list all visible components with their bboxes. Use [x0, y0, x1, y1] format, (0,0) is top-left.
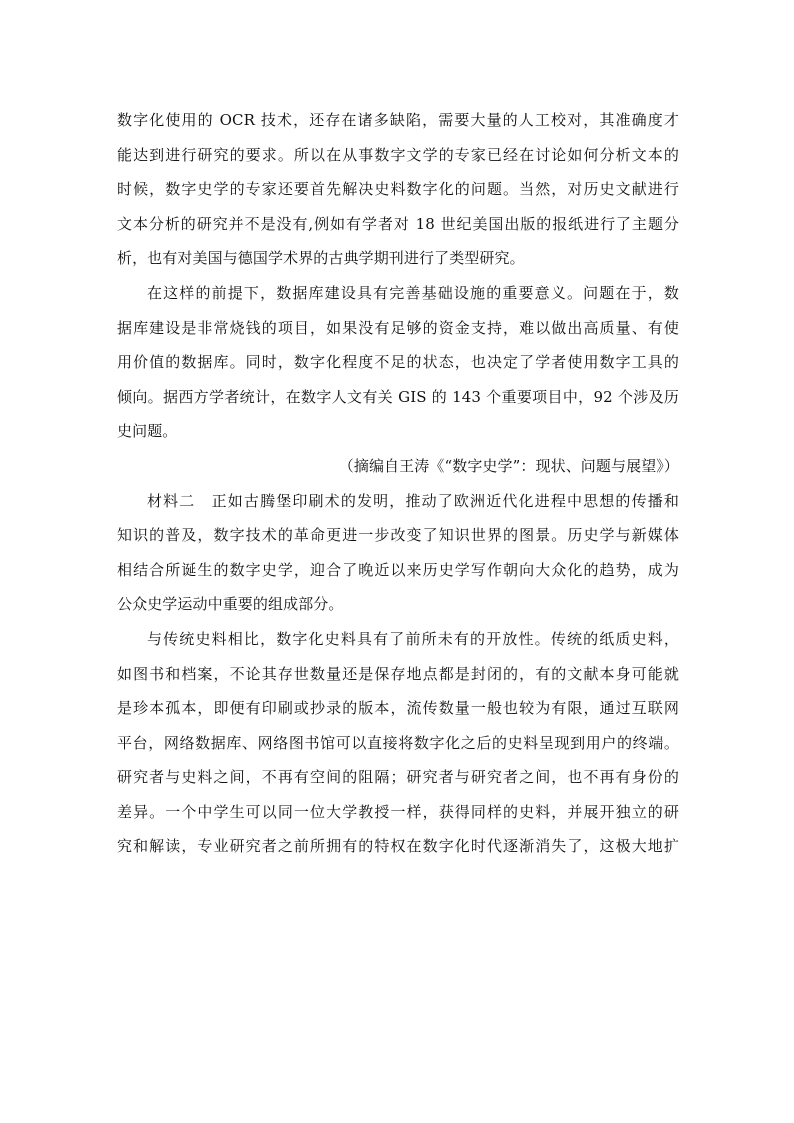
paragraph-1-line-1: 数字化使用的 OCR 技术，还存在诸多缺陷，需要大量的人工校对，其准确度才 [117, 111, 679, 129]
paragraph-4-line-7: 究和解读，专业研究者之前所拥有的特权在数字化时代逐渐消失了，这极大地扩 [117, 837, 679, 856]
paragraph-1-line-2: 能达到进行研究的要求。所以在从事数字文学的专家已经在讨论如何分析文本的 [117, 145, 679, 164]
paragraph-4-line-5: 研究者与史料之间，不再有空间的阻隔；研究者与研究者之间，也不再有身份的 [117, 768, 679, 787]
source-citation: （摘编自王涛《“数字史学”：现状、问题与展望》） [338, 456, 679, 475]
paragraph-2-line-1: 在这样的前提下，数据库建设具有完善基础设施的重要意义。问题在于，数 [147, 283, 679, 302]
document-body [117, 103, 679, 864]
paragraph-1-line-4: 文本分析的研究并不是没有,例如有学者对 18 世纪美国出版的报纸进行了主题分 [117, 214, 679, 233]
paragraph-2-line-4: 倾向。据西方学者统计，在数字人文有关 GIS 的 143 个重要项目中，92 个涉及历 [117, 387, 679, 406]
paragraph-3-line-2: 知识的普及，数字技术的革命更进一步改变了知识世界的图景。历史学与新媒体 [117, 526, 679, 545]
paragraph-4-line-4: 平台，网络数据库、网络图书馆可以直接将数字化之后的史料呈现到用户的终端。 [117, 733, 679, 752]
paragraph-2-line-3: 用价值的数据库。同时，数字化程度不足的状态，也决定了学者使用数字工具的 [117, 353, 679, 372]
paragraph-2-line-5: 史问题。 [117, 422, 178, 441]
paragraph-4-line-2: 如图书和档案，不论其存世数量还是保存地点都是封闭的，有的文献本身可能就 [117, 664, 679, 683]
paragraph-4-line-6: 差异。一个中学生可以同一位大学教授一样，获得同样的史料，并展开独立的研 [117, 802, 679, 821]
paragraph-4-line-3: 是珍本孤本，即便有印刷或抄录的版本，流传数量一般也较为有限，通过互联网 [117, 699, 679, 718]
paragraph-1-line-5: 析，也有对美国与德国学术界的古典学期刊进行了类型研究。 [117, 249, 525, 268]
paragraph-2-line-2: 据库建设是非常烧钱的项目，如果没有足够的资金支持，难以做出高质量、有使 [117, 318, 679, 337]
paragraph-1-line-3: 时候，数字史学的专家还要首先解决史料数字化的问题。当然，对历史文献进行 [117, 180, 679, 199]
paragraph-3-line-3: 相结合所诞生的数字史学，迎合了晚近以来历史学写作朝向大众化的趋势，成为 [117, 560, 679, 579]
paragraph-4-line-1: 与传统史料相比，数字化史料具有了前所未有的开放性。传统的纸质史料， [147, 629, 679, 648]
paragraph-3-line-1: 材料二 正如古腾堡印刷术的发明，推动了欧洲近代化进程中思想的传播和 [147, 491, 679, 510]
paragraph-3-line-4: 公众史学运动中重要的组成部分。 [117, 595, 344, 614]
